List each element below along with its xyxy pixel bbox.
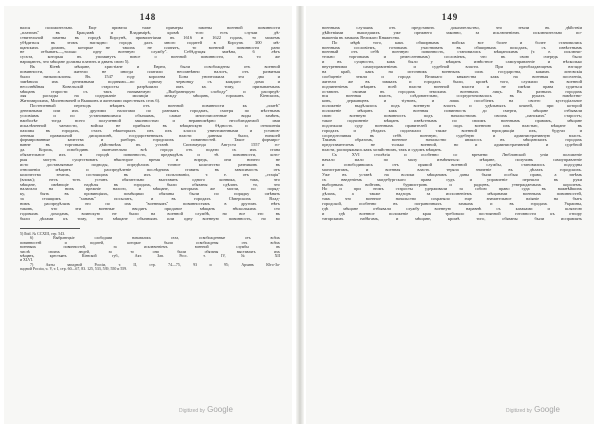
text-line: начало мало по малу измѣняться: мѣщане, получивъ самоуправленіе (322, 158, 582, 163)
text-line: дѣйствіями вышедшихъ уже прежнего законно, за исключеніемъ исключительно по- (322, 30, 582, 35)
footnotes (20, 232, 280, 272)
text-line: денежными или ихъ другими налогами по разнымъ городамъ, смотря по мѣстнымъ (20, 109, 280, 114)
text-line: такое подчиненіе мѣщанъ извѣстнымъ по своимъ военнымъ правамъ, мѣщане (322, 118, 582, 123)
text-line: Постепенный переходъ мѣщанъ отъ военной повинности къ „платѣ" (30, 104, 280, 109)
text-line: вался положительно. Еще привела таже примеры замены военной повинности (20, 26, 280, 30)
text-line: и XLVI. (20, 258, 33, 263)
text-line: Уже въ уставѣ на волоки мѣщанамъ даны были особыя права, а затѣмъ (322, 172, 582, 177)
text-line: падной Россіи, ч. V, т. I, стр. 60—67, 83. 125, 533, 539, 550 и 559. (20, 267, 128, 272)
book-gutter (296, 6, 304, 424)
text-line: нимъ распредѣлялъ это по ихъ "военнымъ" повинностямъ в другомъ нѣтъ (20, 202, 280, 207)
text-line: рыя могутъ существовать нѣкоторое время и впредь, они ничего не (20, 158, 280, 163)
text-line: татарскимъ набѣгамъ, и мѣщане, кромѣ того, обязаны были исправлять (322, 216, 582, 221)
text-line: были дѣлами къ тому, что мѣщане обычнымъ или одну военную повинность, но во (20, 216, 280, 221)
text-line: „платомъ" въ Брацлавѣ и Владимірѣ, кромѣ того есть случаи дѣ- (20, 30, 280, 35)
text-line: дѣлахъ, а также надзоръ за исполненіемъ мѣщанами военныхъ повинностей, (322, 192, 582, 197)
text-line: оставить своими въ городахъ земскихъ военныхъ лицъ. Въ разныхъ городахъ (322, 89, 582, 94)
text-line: ковъ, державцевъ и тіуновъ, и лишь пособіемъ на своего кустодіальное (322, 99, 582, 104)
text-line: наиболѣе тогда всего полученной законностью и неравномѣрно несоблюдаемой ими (20, 118, 280, 123)
google-watermark: Digitized by Google (506, 405, 560, 414)
text-line: городахъ и уѣздахъ подлежали также военной юрисдикціи ихъ, будучи и (322, 128, 582, 133)
text-line: пахомы въ городахъ, сталъ нѣкоторыхъ изъ ихъ класса уничтоженными и установ- (20, 128, 280, 133)
text-line: (влокъ); несъ тотъ устанъ обязательно выставить одного конника, такъ, что (20, 177, 280, 182)
text-line: выборныхъ войтовъ, бурмистровъ и радцевъ, утверждаемыхъ королемъ. (322, 182, 582, 187)
text-line: 5) Ibid. № СCXIII, стр. 543. (20, 232, 66, 236)
text-line: несолнѣйная Ковельскій старосты разрѣшили имъ къ тому, призываемыхъ (20, 84, 280, 89)
left-page (4, 6, 292, 424)
text-line: Съ XVI столѣтія и особенно со времени Люблинской уніи положеніе (332, 153, 582, 158)
text-line: убѣдиться въ этомъ наглядно: городъ далъ много податей в Корсупъ 300 мѣ- (20, 40, 280, 45)
text-line: По мѣрѣ того, какъ обширнымъ войска все более и более становились (332, 40, 582, 45)
text-line: и въ сущности, какъ было у мѣщанъ извѣстное самоуправленіе и нѣсколько (322, 60, 582, 65)
page-number: 148 (139, 12, 157, 22)
text-line: щанскихъ домовъ, которые не такихъ не платятъ, то военной повинности рано (20, 45, 280, 50)
text-line: сосредоточивая въ себѣ военную, судебную и административную власть. (322, 133, 582, 138)
text-line: сусъта, которыя въ упомянутъ вовсе о военной повинности, въ то же (20, 55, 280, 60)
text-line: съ введеніемъ магдебургскаго права судъ и управленіе перешли въ руки (322, 177, 582, 182)
text-line: свою военную повинность подъ начальствомъ своихъ „панскихъ" старостъ; (322, 114, 582, 119)
text-line: числѣ своихъ людей, за то они были обязаны выставлять ихъ (20, 249, 280, 254)
text-line: магистратамъ, и военная власть теряла значеніе въ дѣлахъ городскихъ. (322, 167, 582, 172)
text-line: искалѣченной чаемости, войска не прибыли въ мѣщанскую бѣдность и отношенія (20, 123, 280, 128)
text-line: ляя расходы на содержаніе милиціи между мѣщанъ, горожанъ Кіевскихъ, (20, 94, 280, 99)
text-line: мѣщанъ старости съ такъ называемую „Выбранецкую слободу" и распредѣ- (20, 89, 280, 94)
text-line: подлежали суду военныхъ правителей и подъ военною ихъ властью, мѣщане въ (322, 123, 582, 128)
text-line: гдѣ мѣщане отбывали службу военную наравнѣ съ казаками и шляхтою (322, 206, 582, 211)
text-line: на край, какъ на источникъ военныхъ силъ государства, какимъ литовскія (322, 70, 582, 75)
text-line: ленныя правильной дисциплинѣ, государственныхъ власти данныя были, низкоей (20, 133, 280, 138)
text-line: и освободившись отъ прямой военной службы, становились подсудны (322, 162, 582, 167)
page-body-text (322, 26, 582, 222)
text-line: военныхъ случаяхъ отъ представить доказательство, что земли въ дѣйствіи (322, 26, 582, 30)
text-line: мѣщане, имѣющіе надѣлы въ городахъ, были обязаны сдѣлать то, что (20, 182, 280, 187)
page-body-text (20, 26, 280, 222)
text-line: нарицаютъ, что мѣщане должны платить и давать свою 5). (20, 60, 130, 65)
text-line: количества земель, состоящихъ въ ихъ пользованіи, т. е. отъ „стація" (20, 172, 280, 177)
text-line: повинности, а жители не иногда платили несомнѣнно налогъ, отъ развитыя (20, 70, 280, 75)
text-line: исто доставляемые подводы, опредѣлилъ точное количество ратниковъ въ (20, 162, 280, 167)
text-line: Въ Кіевѣ мѣщане, христіане и Евреи, были освобождены отъ военной (30, 65, 280, 70)
text-line: 7) Акты западной Россіи, т. II, стр. 74—75, 93 и 95; Архивъ Юго-За- (30, 262, 280, 267)
text-line: повинностей и податей, которые были освобождены отъ всѣхъ (20, 240, 280, 245)
text-line: Такимъ образомъ, военное начальство являлось въ мѣщанскихъ городахъ (322, 138, 582, 143)
text-line: налагали на нихъ прежніе налоги, и мѣщане, которыхъ же могли, по поряд- (20, 187, 280, 192)
text-line: жители же въ замкахъ и городахъ были, кромѣ того, служили въ военной (322, 79, 582, 84)
text-line: военныхъ сословіемъ, готовымъ участвовать въ обширныхъ походахъ, съ извѣстнымъ (322, 45, 582, 50)
text-line: ствительной замены въ городѣ Корсунѣ, привилегіями въ 1616 и 1622 годахъ, то можемъ (20, 35, 280, 40)
google-watermark: Digitized by Google (179, 405, 233, 414)
text-line: Но и при этомъ старосты удерживали за собою право суда въ важнѣйшихъ (322, 187, 582, 192)
text-line: условіямъ и по установившимся обычаямъ, самые многочисленные виды замѣнъ, (20, 114, 280, 119)
text-line: и гдѣ военное положеніе края требовало постоянной готовности къ отпору (322, 211, 582, 216)
page-number: 149 (441, 12, 459, 22)
text-line: обязательное ихъ в городѣ повинность, предвидѣлъ и тѣ повинности, кото- (20, 153, 280, 158)
text-line: были низкопоклоны. Въ 1547 году королева Бона уничтожила эта два и (20, 74, 280, 79)
text-line: положеніе выдѣлялось подъ военную власть и удѣльныхъ князей, при которой (322, 104, 582, 109)
text-line: Житомирскихъ, Миленовичей и Вышковъ и жителями окрестныхъ селъ 6). (20, 99, 161, 104)
text-line: вся военная власть, слѣдовательно, сосредоточивалась въ рукахъ намѣстни- (322, 94, 582, 99)
text-line: представителемъ не только военной, но и административной и судебной (322, 143, 582, 148)
text-line: 6) Выбранецкіе слободами назывались села, освобожденные отъ всѣхъ (30, 236, 280, 241)
text-line: таковъ, что эти военные вводятъ приданое мѣщанъ нѣсколькихъ сто (20, 206, 280, 211)
text-line: внутренними самоуправленіемъ и судебной власти. При преобладающемъ взгляде (322, 65, 582, 70)
text-line: военныхъ повинностей, за исключеніемъ военной службы въ (20, 245, 280, 250)
text-line: формированные качества и разборъ городскихъ повинностей. Такое формиро- (20, 138, 280, 143)
text-line: замѣнила ихъ денежными податями—по одному червонцу съ каждаго дома и (20, 79, 280, 84)
text-line: мѣщанъ, крестьянъ Кіевской губ., Акт. Зап. Росс. т. IV, № XII (20, 253, 280, 258)
text-line: подчиненіемъ мѣщанъ всей власти военной власти и не имѣли права судиться (322, 84, 582, 89)
text-line: ку, быть въ провинціяхъ, помѣщики обязаны были по порядку смѣнять (20, 192, 280, 197)
text-line: отношеніи мѣщанъ и распредѣленіе послѣднихъ ставить въ зависимость отъ (20, 167, 280, 172)
text-line: положеніе мѣщанъ какъ военная повинность до смерти, мѣщане отбывали (322, 109, 582, 114)
text-line: сообщеніе земли и города Великаго княжества какъ на военныя поселенія, (322, 74, 582, 79)
text-line: да. Король, освободивъ окончательно всѣ города отъ подати съ ихъ стана (20, 148, 280, 153)
footnote-rule (20, 228, 80, 229)
text-line: ванне въ торговыхъ дѣйствиѣхъ въ устанѣ Сигизмунда Августа 1557 го- (20, 143, 280, 148)
text-line: за стоящимъ "ханамъ" посылать, и въ городахъ Сѣверскихъ Влад- (20, 197, 280, 202)
text-line: власти, распоряжаясь какъ хозяйствомъ, такъ и судомъ мѣщанъ. (322, 148, 442, 153)
text-line: вышенія въ замкахъ Великаго Княжества. (322, 35, 400, 40)
right-page (306, 6, 594, 424)
text-line: годовымъ доходамъ, воинскую не были на военной службѣ, но все это въ (20, 211, 280, 216)
text-line: тельно торговымъ и ремесленнымъ) сословіемъ, что въ свою очередь было (322, 55, 582, 60)
text-line: городской, особенно въ пограничныхъ замкахъ и въ городахъ Украины, (322, 202, 582, 207)
text-line: военный отъ себѣ военную повинность, становились мѣщанскимъ (т. е. исключи- (322, 50, 582, 55)
text-line: не отбывать—„только одну военную службу". Себѣдущая замѣна, 6 лѣтъ (20, 50, 280, 55)
text-line: такъ что военное начальство сохраняло еще значительное вліяніе на бытъ (322, 197, 582, 202)
